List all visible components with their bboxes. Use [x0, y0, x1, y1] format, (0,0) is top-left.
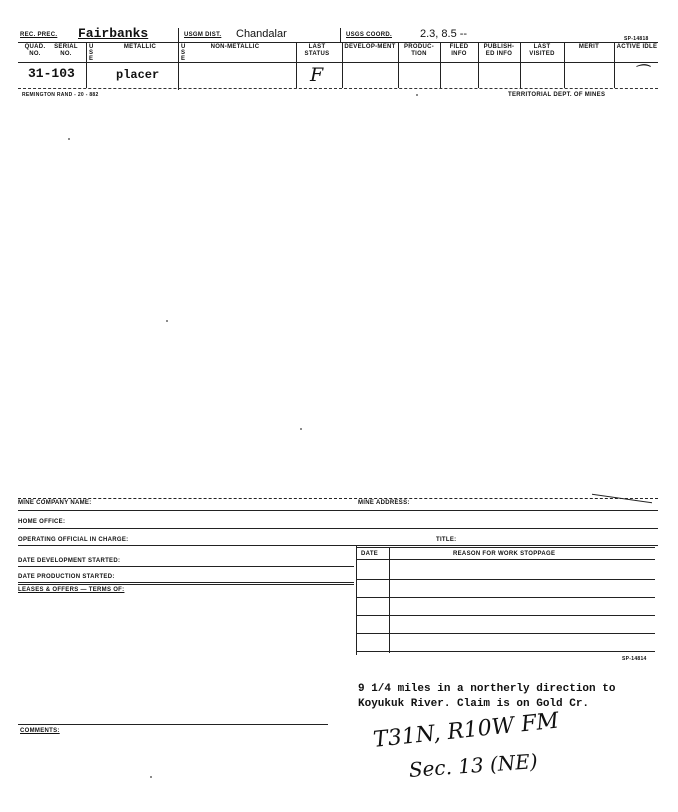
divider: [340, 28, 341, 42]
col-use-2: U S E: [181, 44, 186, 62]
divider: [614, 42, 615, 88]
scan-speck: [300, 428, 302, 430]
row-rule: [18, 584, 354, 585]
col-last-status: LAST STATUS: [304, 44, 330, 57]
usgm-dist-value: Chandalar: [236, 28, 287, 40]
handwritten-township-range: T31N, R10W FM: [372, 708, 561, 753]
work-stoppage-table: [356, 545, 655, 655]
stoppage-reason-header: REASON FOR WORK STOPPAGE: [453, 551, 556, 557]
typed-note-line-1: 9 1/4 miles in a northerly direction to: [358, 683, 616, 695]
row-rule: [357, 633, 655, 634]
row-rule: [357, 559, 655, 560]
record-bottom-rule: [18, 88, 658, 89]
divider: [398, 42, 399, 88]
col-development: DEVELOP-MENT: [344, 44, 396, 50]
quad-serial-value: 31-103: [28, 66, 75, 81]
scan-speck: [68, 138, 70, 140]
col-use: U S E: [89, 44, 94, 62]
handwritten-section: Sec. 13 (NE): [408, 749, 539, 782]
col-active-idle: ACTIVE IDLE: [616, 44, 658, 50]
divider: [478, 42, 479, 88]
territorial-dept: TERRITORIAL DEPT. OF MINES: [508, 92, 606, 98]
comments-label: COMMENTS:: [20, 728, 60, 734]
scan-speck: [150, 776, 152, 778]
row-rule: [18, 510, 658, 511]
operating-official-label: OPERATING OFFICIAL IN CHARGE:: [18, 537, 129, 543]
col-published-info: PUBLISH-ED INFO: [483, 44, 515, 57]
mine-company-name-label: MINE COMPANY NAME:: [18, 500, 92, 506]
mine-address-label: MINE ADDRESS:: [358, 500, 410, 506]
active-idle-mark: ⁀: [634, 64, 647, 83]
column-header-rule: [18, 62, 658, 63]
form-code: SP-14818: [624, 36, 649, 42]
divider: [86, 42, 87, 88]
col-merit: MERIT: [578, 44, 600, 50]
form-code-2: SP-14814: [622, 656, 647, 662]
date-development-started-label: DATE DEVELOPMENT STARTED:: [18, 558, 121, 564]
row-rule: [357, 579, 655, 580]
home-office-label: HOME OFFICE:: [18, 519, 66, 525]
card-print-code: REMINGTON RAND - 20 - 882: [22, 92, 99, 98]
typed-note-line-2: Koyukuk River. Claim is on Gold Cr.: [358, 698, 590, 710]
stoppage-date-header: DATE: [361, 551, 379, 557]
row-rule: [357, 651, 655, 652]
rec-prec-label: REC. PREC.: [20, 32, 58, 38]
corner-tear: [592, 482, 652, 503]
scan-speck: [166, 320, 168, 322]
col-non-metallic: NON-METALLIC: [210, 44, 260, 50]
row-rule: [357, 547, 655, 548]
header-top-rule: [18, 42, 658, 43]
divider: [564, 42, 565, 88]
usgm-dist-label: USGM DIST.: [184, 32, 222, 38]
leases-offers-label: LEASES & OFFERS — TERMS OF:: [18, 587, 125, 593]
col-metallic: METALLIC: [123, 44, 157, 50]
col-serial-no: SERIAL NO.: [54, 44, 78, 57]
col-production: PRODUC-TION: [403, 44, 435, 57]
col-quad-no: QUAD. NO.: [24, 44, 46, 57]
usgs-coord-label: USGS COORD.: [346, 32, 392, 38]
title-label: TITLE:: [436, 537, 457, 543]
scan-speck: [416, 94, 418, 96]
row-rule: [357, 615, 655, 616]
usgs-coord-value: 2.3, 8.5 --: [420, 28, 468, 40]
divider: [342, 42, 343, 88]
col-last-visited: LAST VISITED: [529, 44, 555, 57]
divider: [389, 547, 390, 653]
row-rule: [357, 597, 655, 598]
last-status-value: F: [310, 64, 324, 86]
row-rule: [18, 566, 354, 567]
typed-location-note: [358, 682, 658, 712]
rec-prec-value: Fairbanks: [78, 26, 149, 41]
col-filed-info: FILED INFO: [449, 44, 469, 57]
comments-top-rule: [18, 724, 328, 725]
row-rule: [18, 582, 354, 583]
divider: [520, 42, 521, 88]
divider: [440, 42, 441, 88]
date-production-started-label: DATE PRODUCTION STARTED:: [18, 574, 115, 580]
row-rule: [18, 528, 658, 529]
divider: [178, 28, 179, 90]
metallic-value: placer: [116, 68, 160, 82]
lower-top-rule: [18, 498, 658, 499]
divider: [296, 42, 297, 88]
